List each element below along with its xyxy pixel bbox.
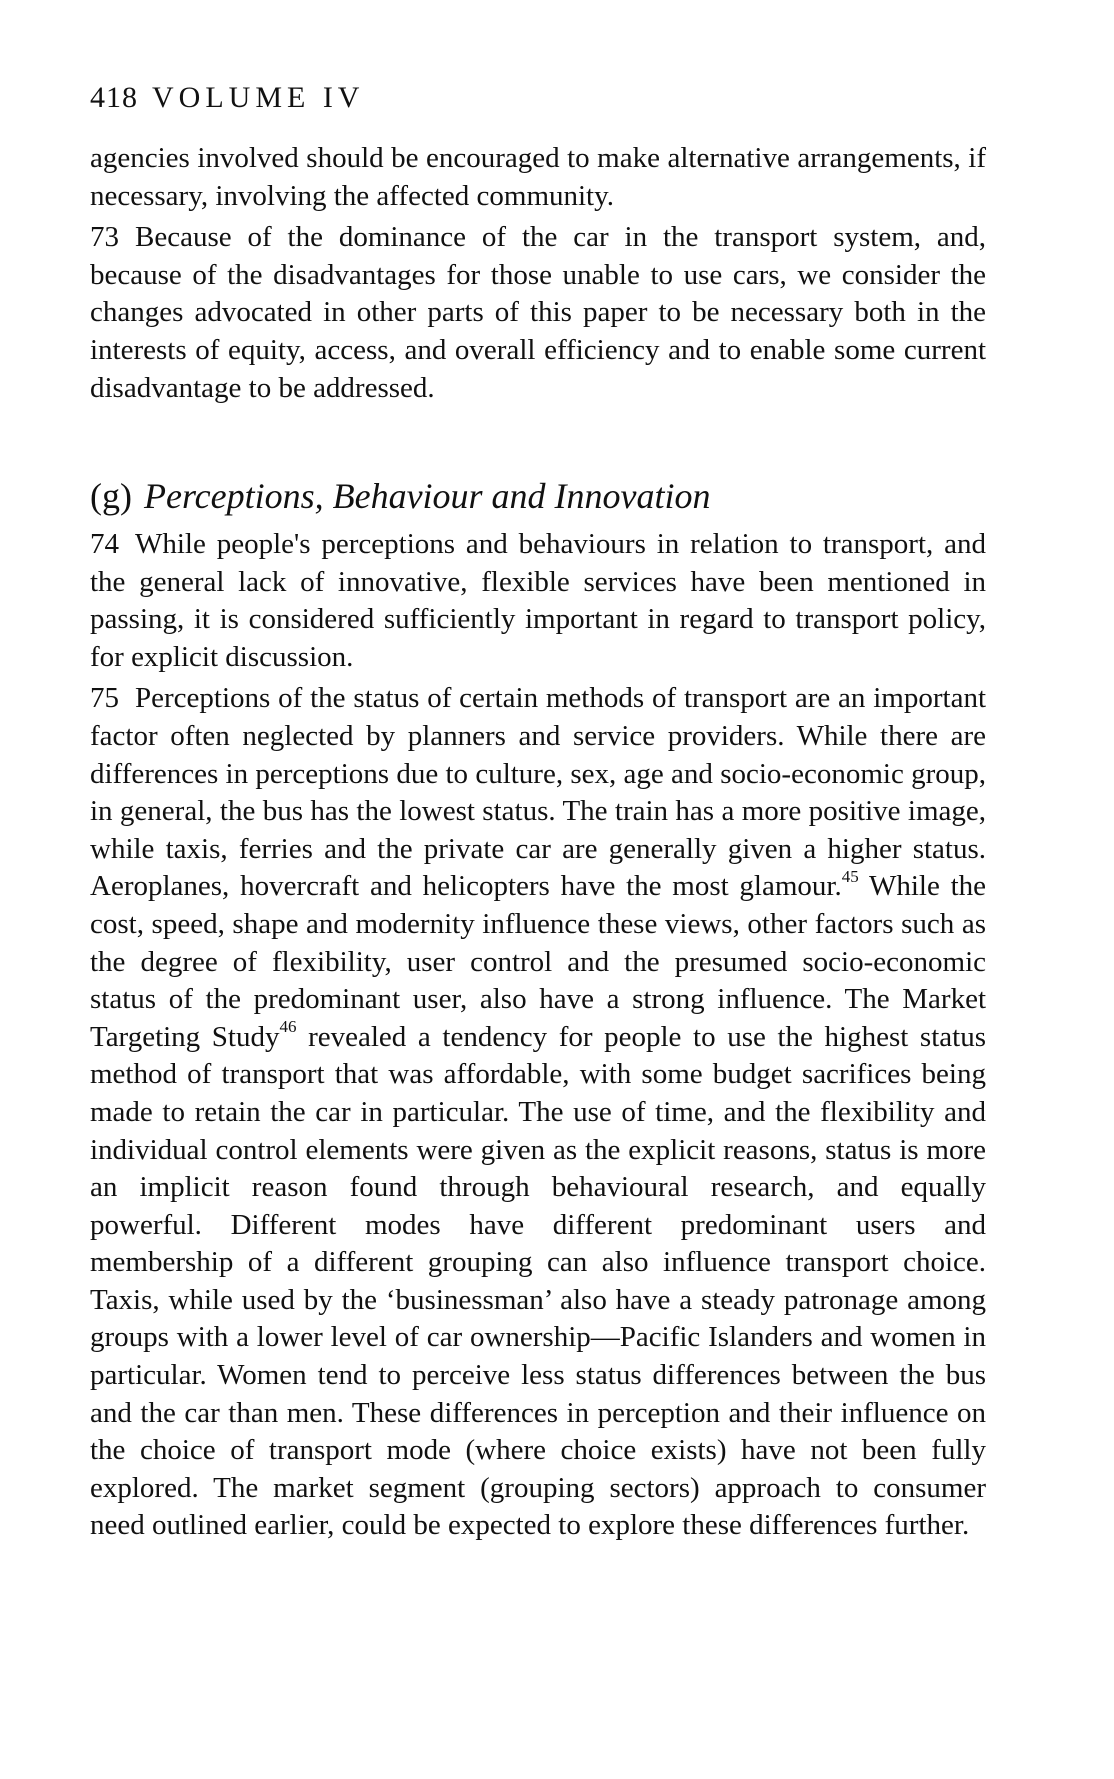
paragraph-text-part: While the cost, speed, shape and modernity influence these views, other factors such as the degree of flexibility, user control and the presumed socio-economic status of the predominant user, also have a strong influence. The Market Targeting Study xyxy=(90,870,986,1053)
section-heading xyxy=(90,474,711,518)
paragraph-text-part: revealed a tendency for people to use the highest status method of transport that was affordable, with some budget sacrifices being made to retain the car in particular. The use of time, and the flexibility and individual control elements were given as the explicit reasons, status is more an implicit reason found through behavioural research, and equally powerful. Different modes have different predominant users and membership of a different grouping can also influence transport choice. Taxis, while used by the ‘businessman’ also have a steady patronage among groups with a lower level of car ownership—Pacific Islanders and women in particular. Women tend to perceive less status differences between the bus and the car than men. These differences in perception and their influence on the choice of transport mode (where choice exists) have not been fully explored. The market segment (grouping sectors) approach to consumer need outlined earlier, could be expected to explore these differences further. xyxy=(90,1020,986,1542)
text-block-top xyxy=(90,140,986,407)
paragraph-number: 74 xyxy=(90,528,119,560)
footnote-ref: 46 xyxy=(279,1017,297,1037)
paragraph-74 xyxy=(90,526,986,676)
paragraph-73 xyxy=(90,219,986,407)
volume-label: VOLUME IV xyxy=(152,81,365,114)
paragraph-number: 73 xyxy=(90,221,119,254)
continuation-paragraph: agencies involved should be encouraged to make alternative arrangements, if necessary, involving the affected community. xyxy=(90,142,986,212)
paragraph-text: While people's perceptions and behaviours in relation to transport, and the general lack of innovative, flexible services have been mentioned in passing, it is considered sufficiently important in regard to transport policy, for explicit discussion. xyxy=(90,528,986,673)
paragraph-75 xyxy=(90,680,986,1545)
running-head xyxy=(90,80,364,116)
section-title: Perceptions, Behaviour and Innovation xyxy=(143,476,711,516)
footnote-ref: 45 xyxy=(841,866,859,886)
paragraph-number: 75 xyxy=(90,682,119,715)
text-block-bottom xyxy=(90,526,986,1545)
section-label: (g) xyxy=(90,476,132,516)
paragraph-text-part: Perceptions of the status of certain methods of transport are an important factor often neglected by planners and service providers. While there are differences in perceptions due to culture, sex, age and socio-economic group, in general, the bus has the lowest status. The train has a more positive image, while taxis, ferries and the private car are generally given a higher status. Aeroplanes, hovercraft and helicopters have the most glamour. xyxy=(90,682,986,903)
page-number: 418 xyxy=(90,81,138,114)
paragraph-text: Because of the dominance of the car in the transport system, and, because of the disadvantages for those unable to use cars, we consider the changes advocated in other parts of this paper to be necessary both in the interests of equity, access, and overall efficiency and to enable some current disadvantage to be addressed. xyxy=(90,221,986,404)
